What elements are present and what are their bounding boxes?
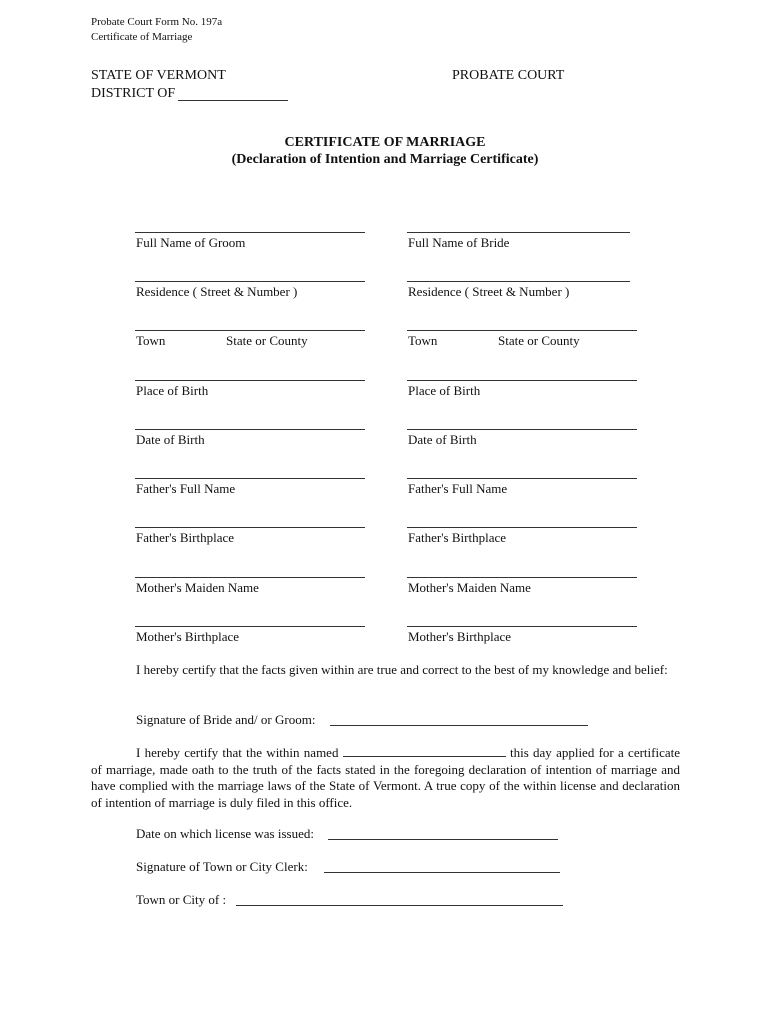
groom-birthplace-label: Place of Birth: [136, 383, 209, 398]
bride-birthplace-label: Place of Birth: [408, 383, 481, 398]
groom-name-label: Full Name of Groom: [136, 235, 246, 250]
bride-mother-name-label: Mother's Maiden Name: [408, 580, 531, 595]
bride-town-field[interactable]: [407, 330, 637, 331]
groom-dob-field[interactable]: [135, 429, 365, 430]
town-city-field[interactable]: [236, 905, 563, 906]
sig-bride-groom-field[interactable]: [330, 725, 588, 726]
clerk-certify-before: I hereby certify that the within named: [136, 745, 339, 760]
groom-birthplace-field[interactable]: [135, 380, 365, 381]
date-issued-label: Date on which license was issued:: [136, 826, 314, 841]
bride-dob-field[interactable]: [407, 429, 637, 430]
certify-statement: I hereby certify that the facts given within are true and correct to the best of my knowledge and belief:: [136, 662, 668, 677]
groom-mother-birthplace-field[interactable]: [135, 626, 365, 627]
bride-town-label: Town: [408, 333, 438, 348]
town-city-label: Town or City of :: [136, 892, 227, 907]
bride-residence-field[interactable]: [407, 281, 630, 282]
bride-name-field[interactable]: [407, 232, 630, 233]
bride-dob-label: Date of Birth: [408, 432, 477, 447]
bride-mother-birthplace-field[interactable]: [407, 626, 637, 627]
page-subtitle: (Declaration of Intention and Marriage Certificate): [231, 152, 539, 167]
page-title: CERTIFICATE OF MARRIAGE: [284, 135, 486, 150]
sig-clerk-label: Signature of Town or City Clerk:: [136, 859, 308, 874]
bride-mother-birthplace-label: Mother's Birthplace: [408, 629, 512, 644]
district-label: DISTRICT OF: [91, 86, 176, 101]
district-field[interactable]: [178, 100, 288, 101]
sig-clerk-field[interactable]: [324, 872, 560, 873]
bride-father-name-field[interactable]: [407, 478, 637, 479]
clerk-certify-statement: [91, 744, 680, 811]
bride-birthplace-field[interactable]: [407, 380, 637, 381]
groom-father-name-label: Father's Full Name: [136, 481, 236, 496]
applicant-name-field[interactable]: [343, 744, 506, 757]
state-label: STATE OF VERMONT: [91, 68, 226, 83]
court-label: PROBATE COURT: [452, 68, 565, 83]
groom-town-field[interactable]: [135, 330, 365, 331]
groom-father-birthplace-label: Father's Birthplace: [136, 530, 235, 545]
form-name: Certificate of Marriage: [91, 31, 193, 43]
bride-father-name-label: Father's Full Name: [408, 481, 508, 496]
bride-name-label: Full Name of Bride: [408, 235, 510, 250]
groom-town-label: Town: [136, 333, 166, 348]
groom-mother-name-label: Mother's Maiden Name: [136, 580, 259, 595]
sig-bride-groom-label: Signature of Bride and/ or Groom:: [136, 712, 316, 727]
groom-residence-field[interactable]: [135, 281, 365, 282]
groom-residence-label: Residence ( Street & Number ): [136, 284, 298, 299]
groom-mother-name-field[interactable]: [135, 577, 365, 578]
bride-state-label: State or County: [498, 333, 580, 348]
groom-name-field[interactable]: [135, 232, 365, 233]
groom-father-birthplace-field[interactable]: [135, 527, 365, 528]
date-issued-field[interactable]: [328, 839, 558, 840]
bride-residence-label: Residence ( Street & Number ): [408, 284, 570, 299]
bride-father-birthplace-field[interactable]: [407, 527, 637, 528]
clerk-certify-after: this day applied for a certificate of marriage, made oath to the truth of the facts stated in the foregoing declaration of intention of marriage and have complied with the marriage laws of the State of Vermont. A true copy of the within license and declaration of intention of marriage is duly filed in this office.: [91, 745, 681, 810]
groom-dob-label: Date of Birth: [136, 432, 205, 447]
groom-mother-birthplace-label: Mother's Birthplace: [136, 629, 240, 644]
bride-mother-name-field[interactable]: [407, 577, 637, 578]
form-number: Probate Court Form No. 197a: [91, 16, 223, 28]
bride-father-birthplace-label: Father's Birthplace: [408, 530, 507, 545]
groom-father-name-field[interactable]: [135, 478, 365, 479]
groom-state-label: State or County: [226, 333, 308, 348]
